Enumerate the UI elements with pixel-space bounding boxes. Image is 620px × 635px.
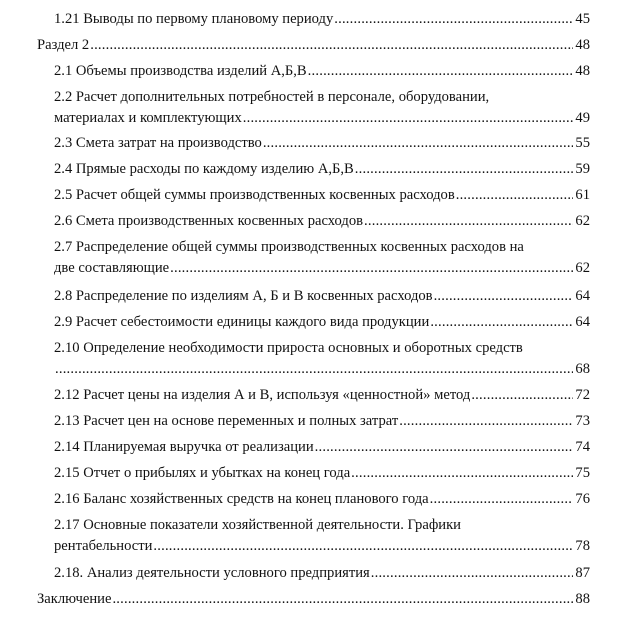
toc-entry-2-14[interactable] [54, 438, 590, 456]
toc-entry-title-line1: 2.10 Определение необходимости прироста основных и оборотных средств [54, 340, 523, 356]
toc-entry-conclusion[interactable] [37, 590, 590, 608]
toc-entry-page: 59 [575, 161, 590, 177]
toc-entry-page: 76 [575, 491, 590, 507]
toc-entry-title: Раздел 2 [37, 37, 90, 53]
toc-entry-2-13[interactable] [54, 412, 590, 430]
toc-entry-section-2[interactable] [37, 36, 590, 54]
toc-entry-page: 55 [575, 135, 590, 151]
toc-entry-title-line1: 2.7 Распределение общей суммы производственных косвенных расходов на [54, 239, 524, 255]
toc-entry-2-4[interactable] [54, 160, 590, 178]
toc-entry-page: 64 [575, 314, 590, 330]
toc-entry-title: 2.9 Расчет себестоимости единицы каждого вида продукции [54, 314, 430, 330]
toc-entry-title: 2.4 Прямые расходы по каждому изделию А,Б,В [54, 161, 354, 177]
toc-entry-title: рентабельности [54, 538, 153, 554]
toc-entry-page: 49 [575, 110, 590, 126]
toc-entry-page: 88 [575, 591, 590, 607]
toc-entry-title: 2.18. Анализ деятельности условного предприятия [54, 565, 370, 581]
toc-entry-title: 2.3 Смета затрат на производство [54, 135, 262, 151]
toc-entry-page: 48 [575, 37, 590, 53]
toc-entry-title: 1.21 Выводы по первому плановому периоду [54, 11, 334, 27]
toc-entry-page: 75 [575, 465, 590, 481]
toc-entry-title: материалах и комплектующих [54, 110, 242, 126]
toc-entry-2-15[interactable] [54, 464, 590, 482]
toc-entry-page: 72 [575, 387, 590, 403]
toc-entry-title: две составляющие [54, 260, 170, 276]
toc-entry-title: 2.8 Распределение по изделиям А, Б и В косвенных расходов [54, 288, 433, 304]
toc-entry-page: 48 [575, 63, 590, 79]
toc-entry-title: 2.12 Расчет цены на изделия А и В, используя «ценностной» метод [54, 387, 471, 403]
toc-entry-title: 2.1 Объемы производства изделий А,Б,В [54, 63, 307, 79]
toc-entry-2-1[interactable] [54, 62, 590, 80]
toc-entry-2-7[interactable] [54, 238, 590, 277]
toc-entry-page: 73 [575, 413, 590, 429]
toc-entry-2-10[interactable] [54, 339, 590, 378]
toc-entry-title: 2.15 Отчет о прибылях и убытках на конец года [54, 465, 351, 481]
toc-entry-page: 87 [575, 565, 590, 581]
toc-entry-page: 62 [575, 260, 590, 276]
toc-entry-2-12[interactable] [54, 386, 590, 404]
toc-entry-title: 2.5 Расчет общей суммы производственных косвенных расходов [54, 187, 455, 203]
toc-entry-2-8[interactable] [54, 287, 590, 305]
toc-entry-page: 45 [575, 11, 590, 27]
toc-entry-2-6[interactable] [54, 212, 590, 230]
toc-entry-title-line1: 2.2 Расчет дополнительных потребностей в персонале, оборудовании, [54, 89, 490, 105]
toc-entry-page: 68 [575, 361, 590, 377]
toc-entry-title: Заключение [37, 591, 112, 607]
toc-entry-2-18[interactable] [54, 564, 590, 582]
toc-entry-title: 2.14 Планируемая выручка от реализации [54, 439, 314, 455]
toc-entry-2-9[interactable] [54, 313, 590, 331]
toc-entry-2-2[interactable] [54, 88, 590, 127]
toc-entry-page: 61 [575, 187, 590, 203]
toc-entry-title: 2.13 Расчет цен на основе переменных и полных затрат [54, 413, 399, 429]
toc-entry-page: 64 [575, 288, 590, 304]
toc-entry-title-line1: 2.17 Основные показатели хозяйственной деятельности. Графики [54, 517, 461, 533]
toc-entry-page: 62 [575, 213, 590, 229]
toc-entry-page: 74 [575, 439, 590, 455]
toc-entry-2-3[interactable] [54, 134, 590, 152]
toc-entry-2-17[interactable] [54, 516, 590, 555]
toc-entry-page: 78 [575, 538, 590, 554]
toc-entry-title: 2.6 Смета производственных косвенных расходов [54, 213, 364, 229]
toc-entry-title: 2.16 Баланс хозяйственных средств на конец планового года [54, 491, 429, 507]
toc-entry-1-21[interactable] [54, 10, 590, 28]
toc-entry-2-16[interactable] [54, 490, 590, 508]
toc-entry-2-5[interactable] [54, 186, 590, 204]
